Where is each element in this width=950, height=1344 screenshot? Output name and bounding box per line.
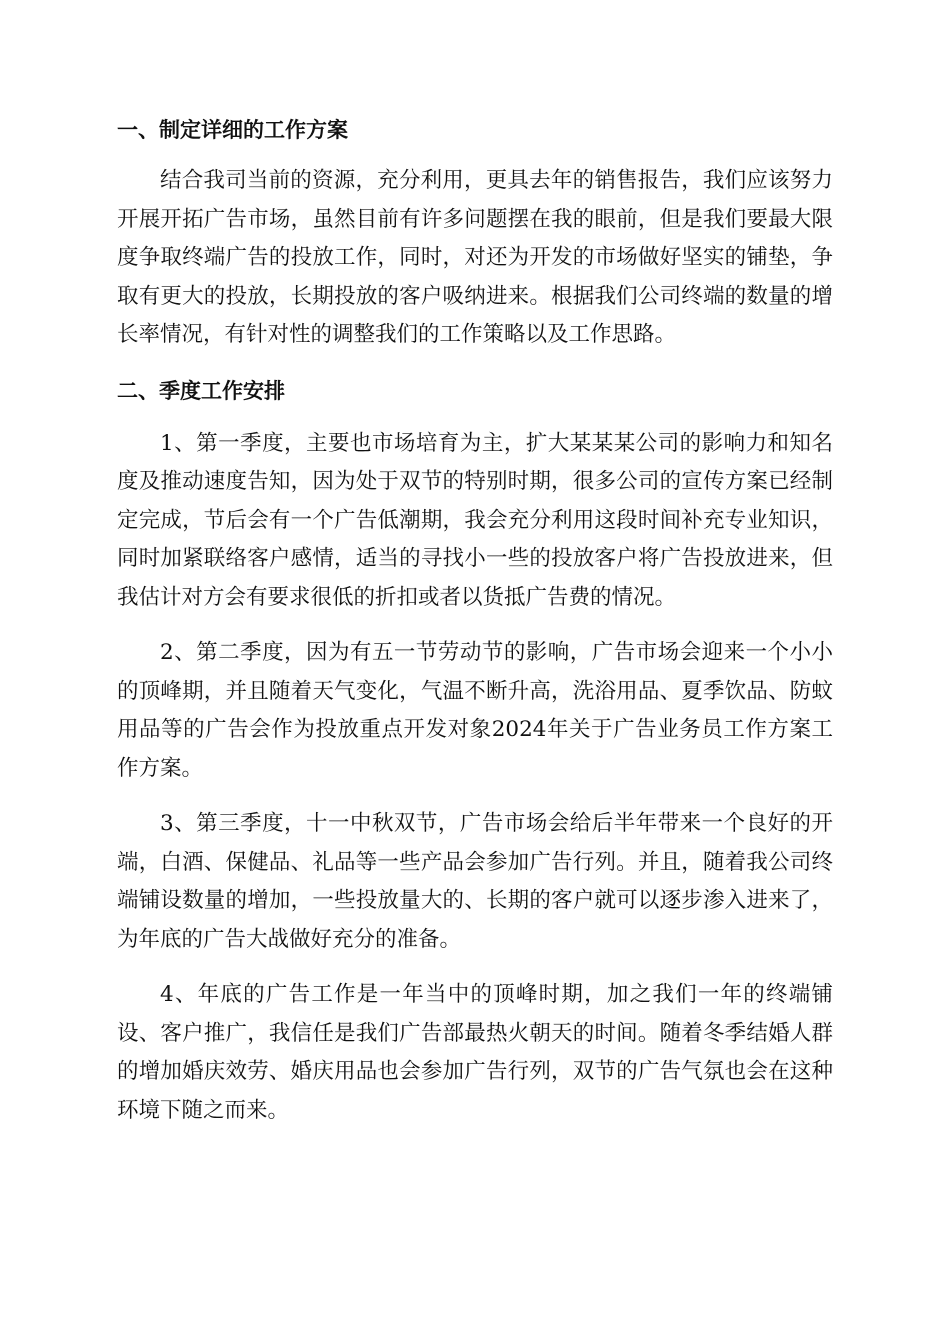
paragraph-quarter-3: 3、第三季度，十一中秋双节，广告市场会给后半年带来一个良好的开端，白酒、保健品、礼品等一些产品会参加广告行列。并且，随着我公司终端铺设数量的增加，一些投放量大的、长期的客户就可以逐步渗入进来了，为年底的广告大战做好充分的准备。 [117,811,833,952]
paragraph-work-plan: 结合我司当前的资源，充分利用，更具去年的销售报告，我们应该努力开展开拓广告市场，虽然目前有许多问题摆在我的眼前，但是我们要最大限度争取终端广告的投放工作，同时，对还为开发的市场做好坚实的铺垫，争取有更大的投放，长期投放的客户吸纳进来。根据我们公司终端的数量的增长率情况，有针对性的调整我们的工作策略以及工作思路。 [117,168,833,347]
section-heading-work-plan: 一、制定详细的工作方案 [117,118,348,142]
paragraph-year-end: 4、年底的广告工作是一年当中的顶峰时期，加之我们一年的终端铺设、客户推广，我信任是我们广告部最热火朝天的时间。随着冬季结婚人群的增加婚庆效劳、婚庆用品也会参加广告行列，双节的广告气氛也会在这种环境下随之而来。 [117,982,833,1123]
paragraph-quarter-2: 2、第二季度，因为有五一节劳动节的影响，广告市场会迎来一个小小的顶峰期，并且随着天气变化，气温不断升高，洗浴用品、夏季饮品、防蚊用品等的广告会作为投放重点开发对象2024年关于广告业务员工作方案工作方案。 [117,640,833,781]
document-page [117,112,833,1130]
paragraph-quarter-1: 1、第一季度，主要也市场培育为主，扩大某某某公司的影响力和知名度及推动速度告知，因为处于双节的特别时期，很多公司的宣传方案已经制定完成，节后会有一个广告低潮期，我会充分利用这段时间补充专业知识，同时加紧联络客户感情，适当的寻找小一些的投放客户将广告投放进来，但我估计对方会有要求很低的折扣或者以货抵广告费的情况。 [117,430,833,610]
section-heading-quarterly-plan: 二、季度工作安排 [117,378,285,403]
